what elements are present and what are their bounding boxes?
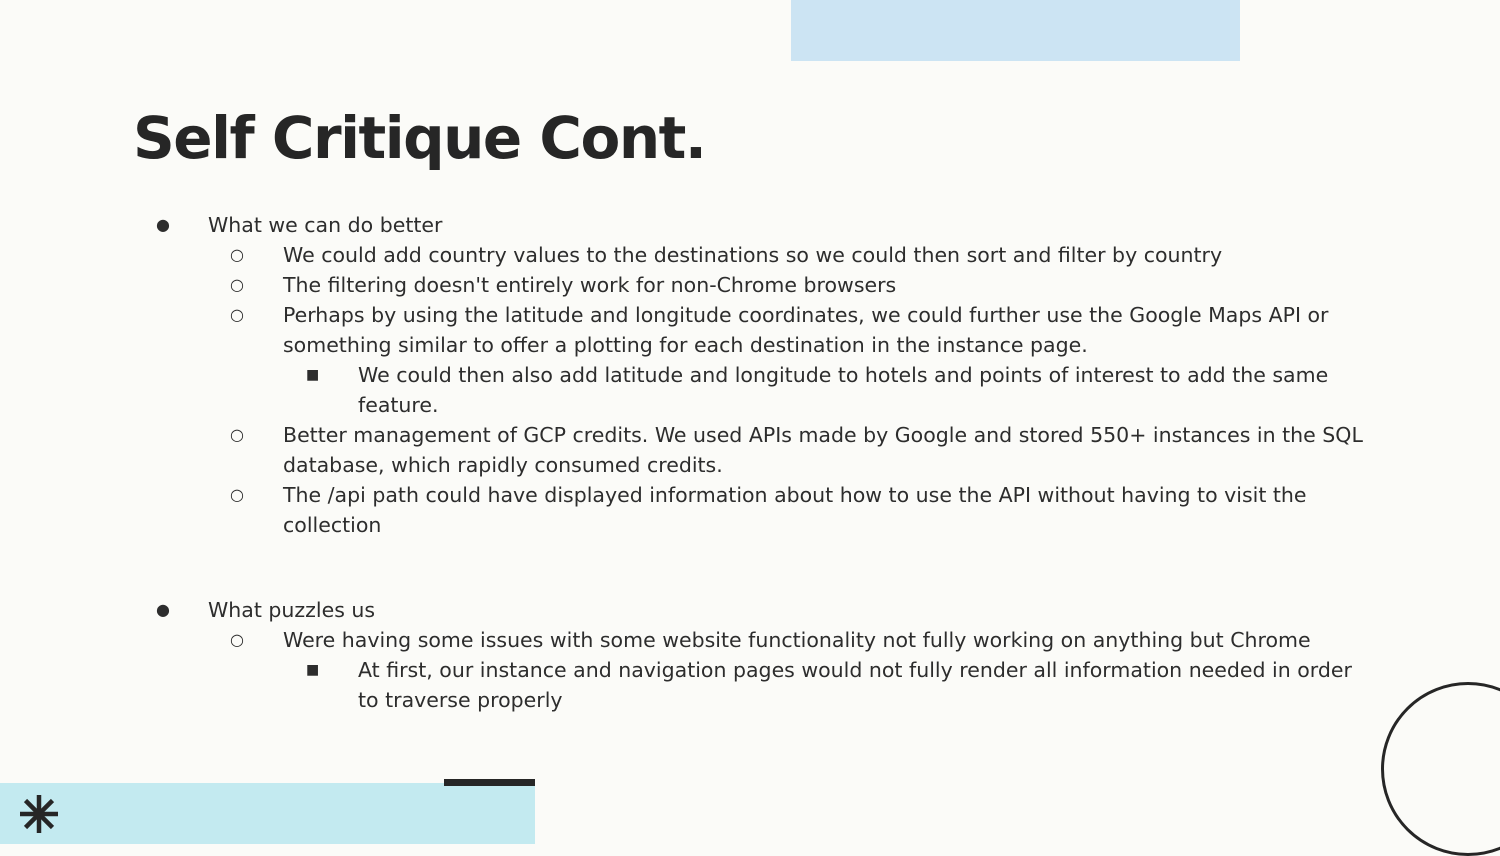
bullet-dot-icon: ●: [156, 600, 170, 619]
list-item-level2: [0, 480, 1365, 540]
list-item-level2: [0, 240, 1365, 270]
list-item-level2: [0, 420, 1365, 480]
list-item-level3: [0, 655, 1370, 715]
list-item-text: The filtering doesn't entirely work for non-Chrome browsers: [283, 273, 897, 297]
list-item-level2: [0, 625, 1365, 655]
list-item-text: Better management of GCP credits. We used APIs made by Google and stored 550+ instances in the SQL database, which rapidly consumed credits.: [283, 423, 1363, 477]
section-heading-better: What we can do better: [208, 213, 443, 237]
section-spacer: [0, 540, 1500, 595]
section-heading-puzzles: What puzzles us: [208, 598, 376, 622]
list-item-level1: [0, 210, 1152, 240]
bottom-accent-bar: [444, 779, 535, 786]
bullet-circle-icon: ○: [230, 245, 244, 264]
slide-content: [0, 210, 1500, 715]
bullet-circle-icon: ○: [230, 425, 244, 444]
bullet-dot-icon: ●: [156, 215, 170, 234]
bullet-square-icon: ■: [306, 662, 320, 678]
list-item-level2: [0, 270, 1365, 300]
list-item-text: Perhaps by using the latitude and longitude coordinates, we could further use the Google Maps API or something similar to offer a plotting for each destination in the instance page.: [283, 303, 1329, 357]
bullet-circle-icon: ○: [230, 485, 244, 504]
bullet-circle-icon: ○: [230, 630, 244, 649]
list-item-level2: [0, 300, 1365, 360]
list-item-text: Were having some issues with some website functionality not fully working on anything but Chrome: [283, 628, 1311, 652]
bullet-circle-icon: ○: [230, 305, 244, 324]
list-item-text: We could add country values to the destinations so we could then sort and filter by country: [283, 243, 1223, 267]
bullet-circle-icon: ○: [230, 275, 244, 294]
list-item-level1: [0, 595, 1152, 625]
list-item-text: The /api path could have displayed information about how to use the API without having to visit the collection: [283, 483, 1307, 537]
list-item-text: We could then also add latitude and longitude to hotels and points of interest to add the same feature.: [358, 363, 1329, 417]
list-item-text: At first, our instance and navigation pages would not fully render all information needed in order to traverse properly: [358, 658, 1352, 712]
bullet-square-icon: ■: [306, 367, 320, 383]
asterisk-icon: [18, 793, 60, 835]
slide-title: Self Critique Cont.: [133, 104, 706, 172]
list-item-level3: [0, 360, 1370, 420]
top-accent-rectangle: [791, 0, 1240, 61]
bottom-accent-rectangle: [0, 783, 535, 844]
